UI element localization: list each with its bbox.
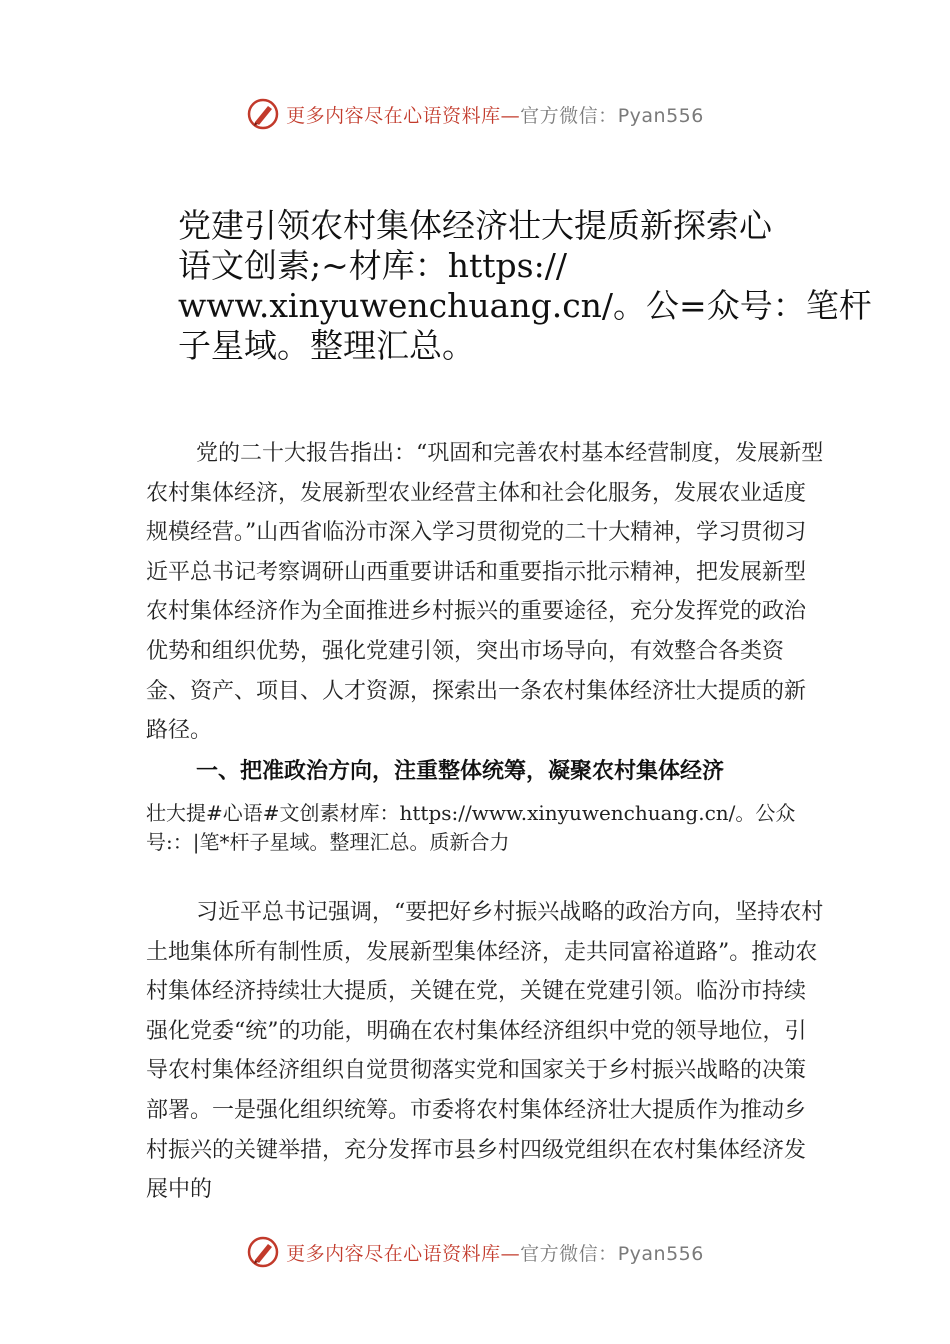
title-line-3: www.xinyuwenchuang.cn/。公=众号：笔杆 [178, 286, 872, 325]
title-line-2: 语文创素;~材库：https:// [178, 246, 567, 285]
footer-banner [0, 1232, 950, 1272]
banner-text: 更多内容尽在心语资料库—官方微信：Pyan556 [286, 104, 704, 127]
pen-logo-icon [246, 97, 280, 131]
banner-text: 更多内容尽在心语资料库—官方微信：Pyan556 [286, 1242, 704, 1265]
paragraph-intro: 党的二十大报告指出：“巩固和完善农村基本经营制度，发展新型农村集体经济，发展新型农业经营主体和社会化服务，发展农业适度规模经营。”山西省临汾市深入学习贯彻党的二十大精神，学习贯彻习近平总书记考察调研山西重要讲话和重要指示批示精神，把发展新型农村集体经济作为全面推进乡村振兴的重要途径，充分发挥党的政治优势和组织优势，强化党建引领，突出市场导向，有效整合各类资金、资产、项目、人才资源，探索出一条农村集体经济壮大提质的新路径。 [146, 441, 824, 744]
paragraph-section-1: 习近平总书记强调，“要把好乡村振兴战略的政治方向，坚持农村土地集体所有制性质，发展新型集体经济，走共同富裕道路”。推动农村集体经济持续壮大提质，关键在党，关键在党建引领。临汾市持续强化党委“统”的功能，明确在农村集体经济组织中党的领导地位，引导农村集体经济组织自觉贯彻落实党和国家关于乡村振兴战略的决策部署。一是强化组织统筹。市委将农村集体经济壮大提质作为推动乡村振兴的关键举措，充分发挥市县乡村四级党组织在农村集体经济发展中的 [146, 900, 824, 1203]
document-title [178, 206, 872, 366]
section-heading-1: 一、把准政治方向，注重整体统筹，凝聚农村集体经济 [196, 759, 725, 784]
pen-logo-icon [246, 1235, 280, 1269]
banner-content [246, 97, 704, 131]
header-banner [0, 94, 950, 134]
section-heading-1-continuation: 壮大提#心语#文创素材库：https://www.xinyuwenchuang.cn/。公众号:：|笔*杆子星域。整理汇总。质新合力 [146, 801, 796, 854]
title-line-1: 党建引领农村集体经济壮大提质新探索心 [178, 206, 772, 245]
banner-content [246, 1235, 704, 1269]
title-line-4: 子星域。整理汇总。 [178, 326, 475, 365]
